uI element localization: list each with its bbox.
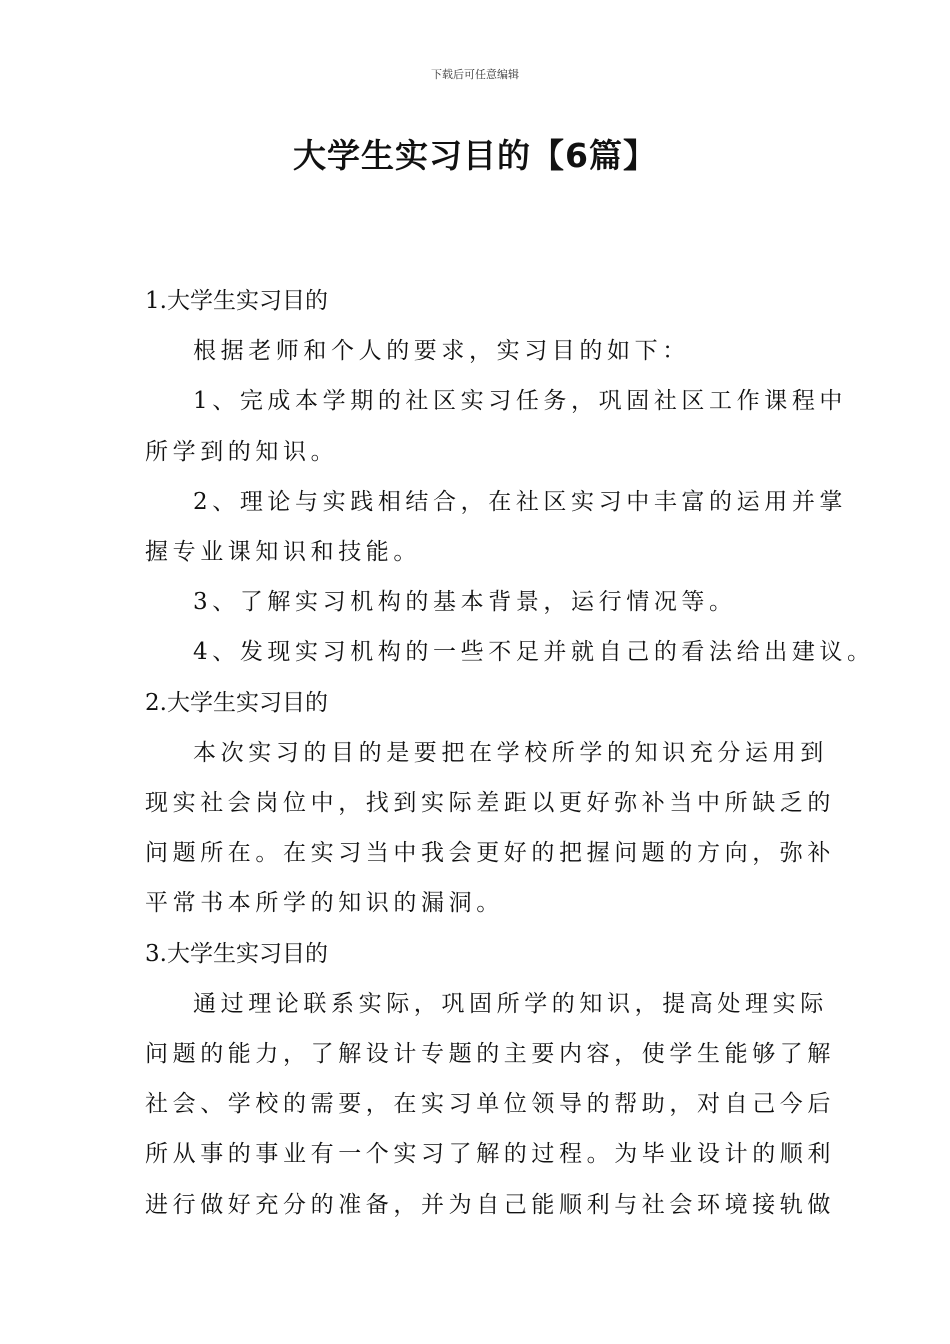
paragraph-line: 社会、学校的需要，在实习单位领导的帮助，对自己今后: [145, 1091, 835, 1118]
page-title: 大学生实习目的【6篇】: [293, 136, 657, 175]
paragraph-line: 根据老师和个人的要求，实习目的如下：: [193, 338, 690, 365]
paragraph-line: 进行做好充分的准备，并为自己能顺利与社会环境接轨做: [145, 1191, 835, 1218]
paragraph-line: 4、发现实习机构的一些不足并就自己的看法给出建议。: [193, 639, 875, 666]
paragraph-line: 2、理论与实践相结合，在社区实习中丰富的运用并掌: [193, 488, 848, 515]
paragraph-line: 现实社会岗位中，找到实际差距以更好弥补当中所缺乏的: [145, 790, 835, 817]
paragraph-line: 本次实习的目的是要把在学校所学的知识充分运用到: [193, 739, 828, 766]
paragraph-line: 所从事的事业有一个实习了解的过程。为毕业设计的顺利: [145, 1141, 835, 1168]
section-heading-1: 1.大学生实习目的: [145, 288, 328, 314]
paragraph-line: 问题的能力，了解设计专题的主要内容，使学生能够了解: [145, 1041, 835, 1068]
paragraph-line: 通过理论联系实际，巩固所学的知识，提高处理实际: [193, 990, 828, 1017]
paragraph-line: 问题所在。在实习当中我会更好的把握问题的方向，弥补: [145, 840, 835, 867]
paragraph-line: 3、了解实习机构的基本背景，运行情况等。: [193, 589, 737, 616]
paragraph-line: 平常书本所学的知识的漏洞。: [145, 890, 504, 917]
paragraph-line: 所学到的知识。: [145, 438, 339, 465]
section-heading-3: 3.大学生实习目的: [145, 940, 328, 967]
header-note: 下载后可任意编辑: [431, 68, 519, 81]
section-heading-2: 2.大学生实习目的: [145, 689, 328, 716]
paragraph-line: 握专业课知识和技能。: [145, 539, 421, 566]
paragraph-line: 1、完成本学期的社区实习任务，巩固社区工作课程中: [193, 388, 848, 415]
document-body: [145, 276, 875, 1230]
